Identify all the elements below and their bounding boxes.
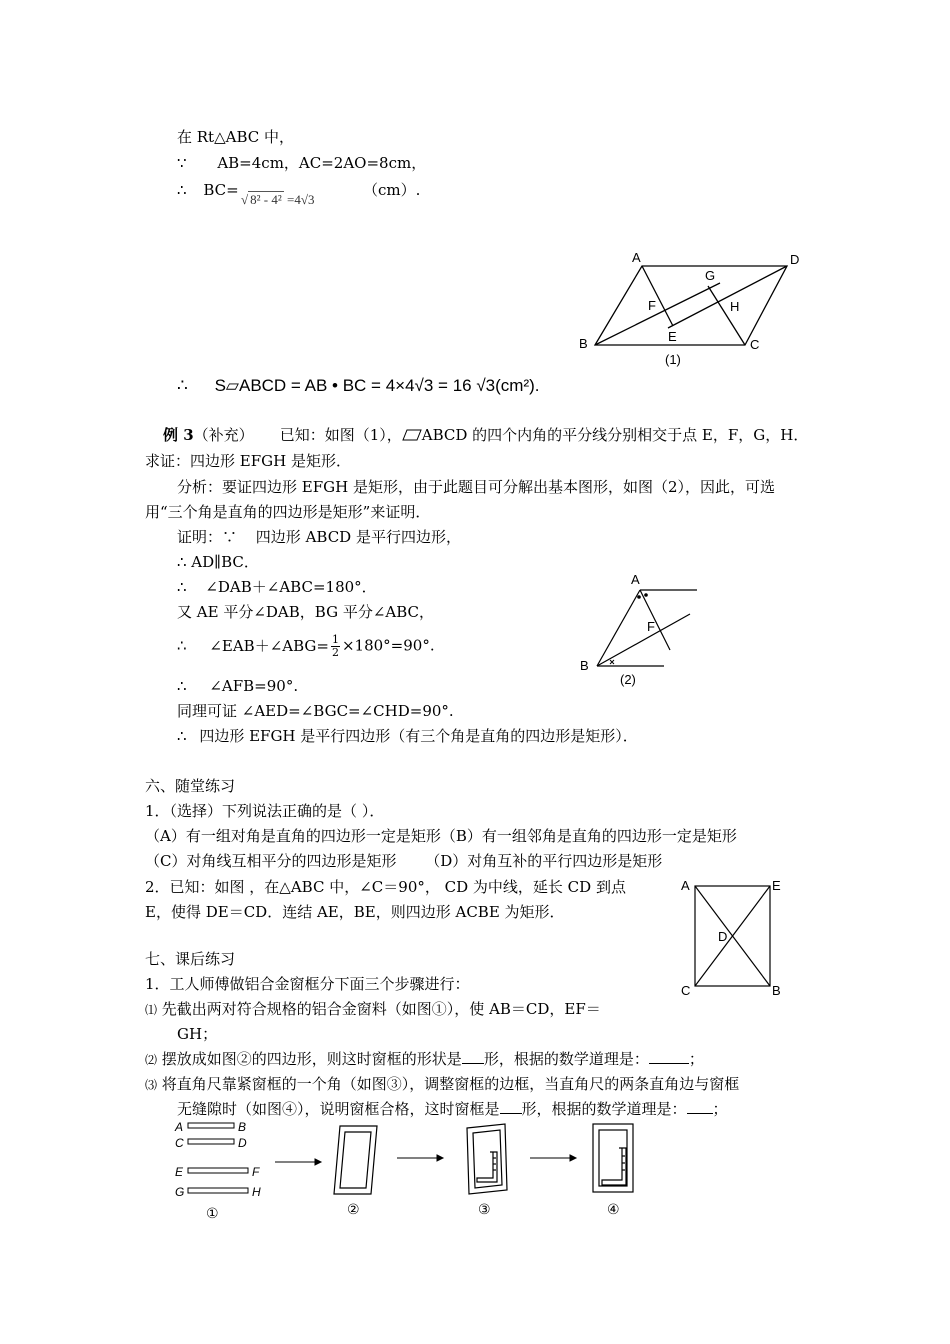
bar-label-e: E xyxy=(175,1165,184,1179)
bar-label-d: D xyxy=(238,1136,247,1150)
fig1-label-g: G xyxy=(705,268,716,283)
fig2-label-a: A xyxy=(631,572,640,587)
proof-step-8 xyxy=(177,726,638,746)
bc-unit: （cm）. xyxy=(363,181,421,199)
frame-with-square xyxy=(467,1124,507,1194)
step3-text-d: ； xyxy=(712,1100,728,1118)
step-number-1: ⑴ xyxy=(145,1003,158,1017)
fig3-label-e: E xyxy=(772,878,781,893)
example3-analysis-2: 用“三个角是直角的四边形是矩形”来证明． xyxy=(145,503,431,521)
blank-shape[interactable] xyxy=(462,1063,484,1064)
example3-given-line xyxy=(163,425,808,445)
fraction-denominator: 2 xyxy=(331,646,339,659)
bar-label-a: A xyxy=(175,1120,184,1134)
one-half-fraction xyxy=(331,634,340,659)
fig1-label-b: B xyxy=(579,336,588,351)
fig1-label-f: F xyxy=(648,298,656,313)
option-c: （C）对角线互相平分的四边形是矩形 xyxy=(145,852,397,870)
bc-label: BC= xyxy=(203,181,239,199)
frame-aligned xyxy=(593,1124,633,1192)
bar-gh xyxy=(188,1188,248,1193)
fig3-label-b: B xyxy=(772,983,781,998)
section7-step3 xyxy=(145,1074,739,1095)
proof-label: 证明：∵ xyxy=(177,528,238,546)
step-number-3: ⑶ xyxy=(145,1078,158,1092)
bar-label-c: C xyxy=(175,1136,184,1150)
section7-step1-cont: GH； xyxy=(177,1025,218,1043)
blank-reason[interactable] xyxy=(649,1063,689,1064)
proof-step-7: 同理可证 ∠AED=∠BGC=∠CHD=90°. xyxy=(177,702,454,720)
window-frame-steps-figure xyxy=(165,1118,645,1223)
rectangle-figure xyxy=(675,872,795,1002)
example3-tag: （补充） xyxy=(193,426,254,444)
bc-line xyxy=(177,180,239,200)
section7-step2 xyxy=(145,1049,704,1070)
fig1-label-c: C xyxy=(750,337,760,352)
bar-label-h: H xyxy=(252,1185,261,1199)
bisector-dh xyxy=(668,266,787,328)
fig3-label-c: C xyxy=(681,983,691,998)
caption-1: ① xyxy=(206,1205,219,1221)
bisector-cg xyxy=(708,286,745,345)
section7-step1 xyxy=(145,999,601,1020)
parallelogram-icon xyxy=(402,429,422,441)
proof-step-1-text: 四边形 ABCD 是平行四边形， xyxy=(255,528,461,546)
proof-step-1 xyxy=(177,527,461,547)
section6-q2-line1: 2．已知：如图 ，在△ABC 中，∠C＝90°， CD 为中线，延长 CD 到点 xyxy=(145,878,626,896)
caption-3: ③ xyxy=(478,1201,491,1217)
blank-reason-2[interactable] xyxy=(687,1113,713,1114)
section7-q1: 1．工人师傅做铝合金窗框分下面三个步骤进行： xyxy=(145,975,470,993)
because-symbol: ∵ xyxy=(177,154,187,172)
proof-step-4: 又 AE 平分∠DAB，BG 平分∠ABC， xyxy=(177,603,435,621)
proof-step-3-text: ∠DAB＋∠ABC=180°． xyxy=(205,578,377,596)
example3-title: 例 3 xyxy=(163,426,194,444)
frame-skewed xyxy=(334,1126,377,1194)
blank-shape-2[interactable] xyxy=(500,1113,522,1114)
step-number-2: ⑵ xyxy=(145,1053,158,1067)
bar-ab xyxy=(188,1123,234,1128)
step2-text-a: 摆放成如图②的四边形，则这时窗框的形状是 xyxy=(161,1050,462,1068)
area-line xyxy=(177,376,540,396)
fig1-label-a: A xyxy=(632,250,641,265)
parallelogram-abcd xyxy=(595,266,787,345)
fig2-label-b: B xyxy=(580,658,589,673)
bar-cd xyxy=(188,1139,234,1144)
step3-text-c: 形，根据的数学道理是： xyxy=(521,1100,687,1118)
bar-label-b: B xyxy=(238,1120,247,1134)
proof-step-2: ∴ AD∥BC． xyxy=(177,553,259,571)
because-line xyxy=(177,153,426,173)
step1-text: 先截出两对符合规格的铝合金窗料（如图①），使 AB＝CD，EF＝ xyxy=(161,1000,601,1018)
step3-text-b: 无缝隙时（如图④），说明窗框合格，这时窗框是 xyxy=(177,1100,500,1118)
bar-ef xyxy=(188,1168,248,1173)
section7-heading: 七、课后练习 xyxy=(145,950,236,968)
proof-step-5-b: ×180°=90°. xyxy=(341,636,435,655)
step3-text-a: 将直角尺靠紧窗框的一个角（如图③），调整窗框的边框，当直角尺的两条直角边与窗框 xyxy=(161,1075,740,1093)
section7-step3-cont xyxy=(177,1099,728,1119)
bar-label-f: F xyxy=(252,1165,260,1179)
therefore-symbol: ∴ xyxy=(177,677,187,695)
fraction-numerator: 1 xyxy=(331,633,339,646)
ab-ac-values: AB=4cm，AC=2AO=8cm， xyxy=(217,154,427,172)
parallelogram-figure-1 xyxy=(570,248,815,373)
fig1-label-h: H xyxy=(730,299,740,314)
section6-q1: 1．（选择）下列说法正确的是（ ）． xyxy=(145,802,385,820)
section6-heading: 六、随堂练习 xyxy=(145,777,236,795)
proof-step-8-text: 四边形 EFGH 是平行四边形（有三个角是直角的四边形是矩形）． xyxy=(199,727,638,745)
bc-radicand: 8² - 4² xyxy=(250,192,282,207)
caption-4: ④ xyxy=(607,1201,620,1217)
section6-q1-options-cd xyxy=(145,851,662,871)
therefore-symbol: ∴ xyxy=(177,181,187,199)
step2-text-b: 形，根据的数学道理是： xyxy=(483,1050,649,1068)
proof-step-6 xyxy=(177,676,298,696)
therefore-symbol: ∴ xyxy=(177,727,187,745)
fig3-label-d: D xyxy=(718,929,728,944)
example3-prove: 求证：四边形 EFGH 是矩形． xyxy=(145,452,351,470)
section6-q1-options-ab: （A）有一组对角是直角的四边形一定是矩形（B）有一组邻角是直角的四边形一定是矩形 xyxy=(145,827,737,845)
bc-formula: √ 8² - 4² =4√3 xyxy=(241,192,315,207)
proof-step-5-a: ∠EAB＋∠ABG= xyxy=(209,636,329,655)
fig2-caption: (2) xyxy=(620,672,636,687)
proof-step-6-text: ∠AFB=90°. xyxy=(209,677,299,695)
angle-bisector-figure-2 xyxy=(572,570,707,690)
therefore-symbol: ∴ xyxy=(177,636,187,655)
fig1-label-d: D xyxy=(790,252,800,267)
section6-q2-line2: E，使得 DE＝CD．连结 AE，BE，则四边形 ACBE 为矩形． xyxy=(145,903,565,921)
caption-2: ② xyxy=(347,1201,360,1217)
bc-result: =4√3 xyxy=(287,192,315,207)
fig1-caption: (1) xyxy=(665,352,681,367)
area-formula: S▱ABCD = AB • BC = 4×4√3 = 16 √3(cm²). xyxy=(214,376,540,395)
area-therefore: ∴ xyxy=(177,376,188,395)
fig3-label-a: A xyxy=(681,878,690,893)
example3-given-rest: ABCD 的四个内角的平分线分别相交于点 E，F，G，H． xyxy=(421,426,809,444)
example3-analysis-1: 分析：要证四边形 EFGH 是矩形，由于此题目可分解出基本图形，如图（2），因此，可选 xyxy=(177,478,776,496)
fig1-label-e: E xyxy=(668,329,677,344)
proof-step-5 xyxy=(177,634,435,659)
proof-step-3 xyxy=(177,577,377,597)
fig2-label-f: F xyxy=(647,619,655,634)
option-d: （D）对角互补的平行四边形是矩形 xyxy=(425,852,663,870)
bisector-ae xyxy=(642,266,673,326)
step2-text-c: ； xyxy=(688,1050,704,1068)
therefore-symbol: ∴ xyxy=(177,578,187,596)
rt-triangle-line: 在 Rt△ABC 中， xyxy=(177,128,295,146)
example3-given: 已知：如图（1）， xyxy=(279,426,402,444)
bar-label-g: G xyxy=(175,1185,185,1199)
